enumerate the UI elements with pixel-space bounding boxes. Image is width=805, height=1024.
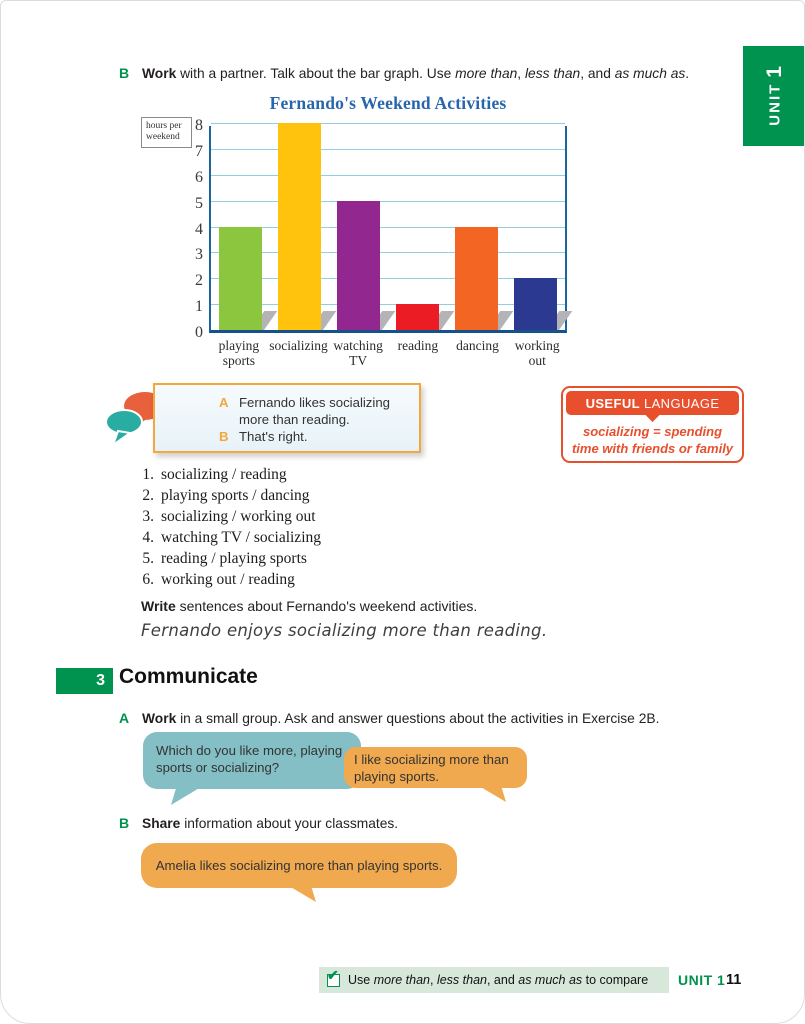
x-category-label: working out	[514, 338, 560, 368]
list-item	[134, 569, 321, 590]
footer-objective-strip	[319, 967, 669, 993]
chart-bars	[211, 126, 565, 330]
chart-slot	[506, 126, 565, 330]
list-item-text: playing sports / dancing	[161, 487, 310, 504]
notch-triangle	[645, 414, 661, 422]
y-tick-label: 6	[195, 168, 203, 186]
chart-x-axis-labels	[209, 338, 567, 368]
chart-bar	[455, 227, 498, 331]
chart-slot	[329, 126, 388, 330]
section-3-number: 3	[96, 672, 105, 689]
chart-title: Fernando's Weekend Activities	[269, 93, 507, 113]
chart-slot	[270, 126, 329, 330]
exercise-3b-instruction: Share information about your classmates.	[142, 816, 399, 831]
y-tick-label: 0	[195, 324, 203, 341]
unit-tab-word: UNIT	[766, 82, 783, 126]
list-item-text: watching TV / socializing	[161, 529, 321, 546]
write-prompt: Write sentences about Fernando's weekend activities.	[141, 598, 478, 614]
useful-language-body: socializing = spending time with friends or family	[571, 424, 734, 456]
exercise-3a-instruction: Work in a small group. Ask and answer questions about the activities in Exercise 2B.	[142, 711, 660, 726]
dialogue-a-text: Fernando likes socializing more than reading.	[239, 395, 390, 427]
chart-slot	[388, 126, 447, 330]
section-3-title: Communicate	[119, 665, 258, 688]
exercise-b-instruction: Work with a partner. Talk about the bar graph. Use more than, less than, and as much as.	[142, 66, 690, 81]
exercise-3b-letter: B	[119, 815, 130, 831]
chart-slot	[447, 126, 506, 330]
list-item-number: 6.	[142, 571, 154, 588]
y-tick-label: 8	[195, 117, 203, 134]
x-category-label: reading	[397, 338, 439, 353]
chart-plot	[209, 126, 567, 333]
gridline	[211, 123, 565, 124]
answer-bubble-tail	[479, 786, 506, 802]
list-item-text: working out / reading	[161, 571, 295, 588]
y-tick-label: 1	[195, 298, 203, 316]
x-category-label: playing sports	[218, 338, 260, 368]
dialogue-a-letter: A	[219, 395, 229, 410]
unit-tab-label	[763, 66, 787, 126]
y-tick-label: 5	[195, 194, 203, 212]
dialogue-example-box	[153, 383, 421, 453]
dialogue-line-b	[219, 428, 411, 445]
useful-language-header: USEFUL LANGUAGE	[566, 391, 739, 415]
chart-bar	[278, 123, 321, 330]
exercise-3a-letter: A	[119, 710, 130, 726]
exercise-b-bold: Work	[142, 66, 177, 81]
chart-slot	[211, 126, 270, 330]
handwritten-sample-answer: Fernando enjoys socializing more than reading.	[141, 621, 548, 640]
list-item-text: socializing / working out	[161, 508, 316, 525]
unit-tab	[743, 46, 805, 146]
pair-list	[134, 464, 321, 590]
dialogue-line-a	[219, 394, 411, 428]
list-item-number: 1.	[142, 466, 154, 483]
question-speech-bubble: Which do you like more, playing sports or socializing?	[143, 732, 361, 789]
dialogue-b-letter: B	[219, 429, 229, 444]
share-speech-bubble: Amelia likes socializing more than playing sports.	[141, 843, 457, 888]
list-item	[134, 527, 321, 548]
list-item-text: socializing / reading	[161, 466, 287, 483]
answer-speech-bubble: I like socializing more than playing sports.	[344, 747, 527, 788]
x-category-label: watching TV	[333, 338, 383, 368]
x-category-label: socializing	[269, 338, 328, 353]
useful-language-box	[561, 386, 744, 463]
list-item-text: reading / playing sports	[161, 550, 307, 567]
footer-page-number: 11	[726, 972, 742, 988]
chart-y-axis-labels	[169, 117, 203, 341]
y-tick-label: 3	[195, 246, 203, 264]
exercise-b-letter: B	[119, 65, 130, 81]
section-3-number-box	[56, 668, 113, 694]
list-item	[134, 548, 321, 569]
chart-bar	[337, 201, 380, 330]
x-category-label: dancing	[456, 338, 499, 353]
dialogue-b-text: That's right.	[239, 429, 308, 444]
list-item-number: 5.	[142, 550, 154, 567]
list-item-number: 3.	[142, 508, 154, 525]
chart-bar	[514, 278, 557, 330]
chart-y-axis-title: hours per weekend	[141, 117, 192, 148]
footer-unit-label: UNIT 1	[678, 972, 726, 988]
chart-bar	[219, 227, 262, 331]
list-item	[134, 485, 321, 506]
question-bubble-tail	[171, 787, 201, 805]
list-item	[134, 506, 321, 527]
share-bubble-tail	[289, 886, 316, 902]
y-tick-label: 4	[195, 220, 203, 238]
list-item	[134, 464, 321, 485]
y-tick-label: 2	[195, 272, 203, 290]
footer-objective-text: Use more than, less than, and as much as to compare	[348, 973, 649, 987]
list-item-number: 4.	[142, 529, 154, 546]
chart-bar	[396, 304, 439, 330]
y-tick-label: 7	[195, 142, 203, 160]
checkbox-checked-icon: ✔	[327, 974, 340, 987]
list-item-number: 2.	[142, 487, 154, 504]
unit-tab-number: 1	[762, 66, 786, 78]
